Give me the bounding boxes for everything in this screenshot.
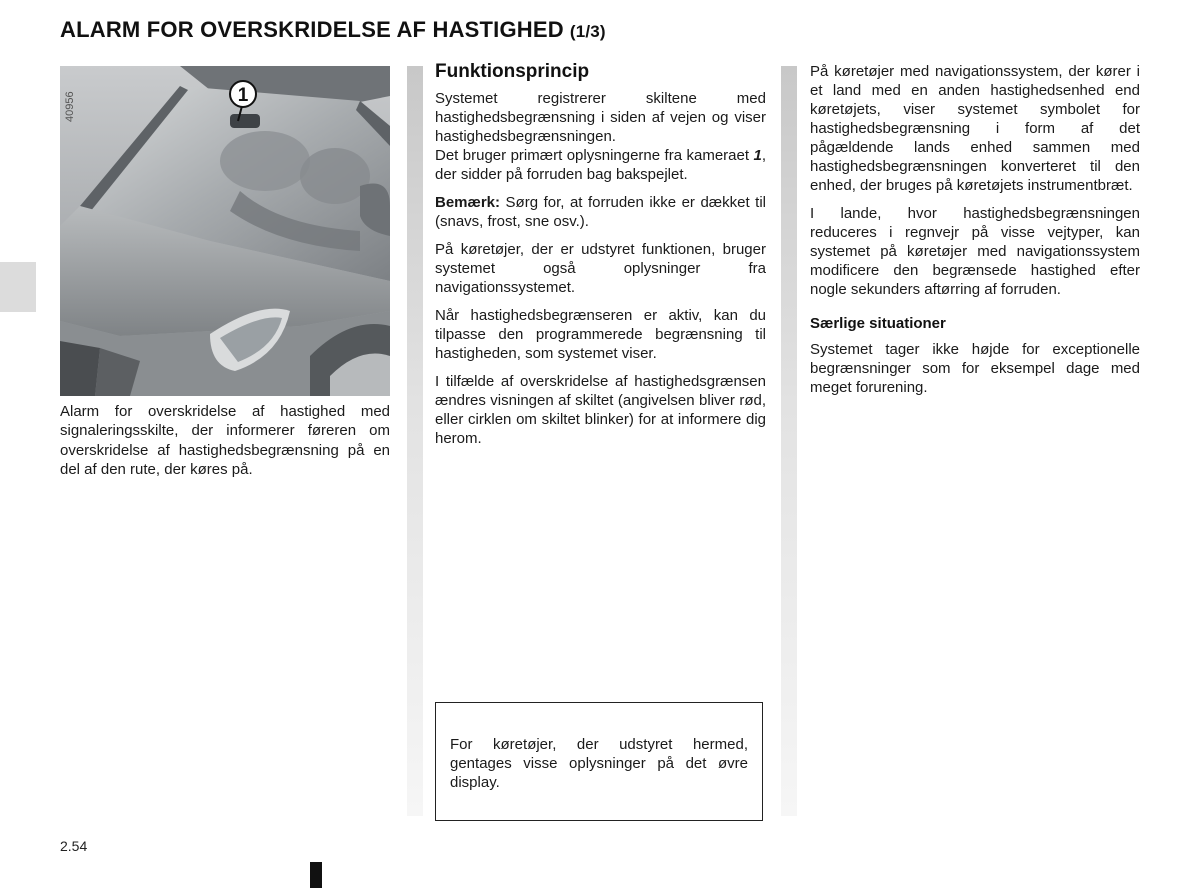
paragraph: I lande, hvor hastighedsbegrænsningen reduceres i regnvejr på visse vejtyper, kan systemet på køretøjer med navigationssystem modificere den begrænsede hastighed efter nogle sekunders aftørring af forruden. bbox=[810, 205, 1140, 298]
subheading: Særlige situationer bbox=[810, 315, 946, 332]
page-marker bbox=[310, 862, 322, 888]
chapter-tab bbox=[0, 262, 36, 312]
note-label: Bemærk: bbox=[435, 194, 501, 211]
figure-code: 40956 bbox=[64, 91, 76, 122]
column-middle bbox=[435, 61, 766, 457]
paragraph: På køretøjer, der er udstyret funktionen, bruger systemet også oplysninger fra navigationssystemet. bbox=[435, 241, 766, 296]
callout-number: 1 bbox=[237, 85, 249, 106]
paragraph bbox=[435, 89, 766, 184]
page-title bbox=[60, 17, 606, 43]
note-paragraph bbox=[435, 193, 766, 231]
paragraph-text: Systemet registrerer skiltene med hastighedsbegrænsning i siden af vejen og viser hastighedsbegrænsningen. bbox=[435, 90, 766, 145]
camera-reference: 1 bbox=[753, 147, 762, 164]
info-box bbox=[435, 702, 763, 821]
car-drawing bbox=[60, 66, 390, 396]
paragraph: Når hastighedsbegrænseren er aktiv, kan du tilpasse den programmerede begrænsning til hastigheden, som systemet viser. bbox=[435, 307, 766, 362]
car-illustration bbox=[60, 66, 390, 396]
column-divider-left bbox=[407, 66, 423, 816]
page-title-text: ALARM FOR OVERSKRIDELSE AF HASTIGHED bbox=[60, 17, 564, 42]
page-title-part: (1/3) bbox=[569, 22, 606, 41]
column-divider-right bbox=[781, 66, 797, 816]
column-right bbox=[810, 62, 1140, 406]
paragraph: I tilfælde af overskridelse af hastighedsgrænsen ændres visningen af skiltet (angivelsen bliver rød, eller cirklen om skiltet blinker) for at informere dig herom. bbox=[435, 373, 766, 447]
figure-caption: Alarm for overskridelse af hastighed med signaleringsskilte, der informerer føreren om overskridelse af hastighedsbegrænsning på en del af den rute, der køres på. bbox=[60, 403, 390, 478]
paragraph: På køretøjer med navigationssystem, der kører i et land med en anden hastighedsenhed end køretøjets, viser systemet symbolet for hastighedsbegrænsning i form af det pågældende lands enhed sammen med hastighedsbegrænsningen konverteret til den enhed, der bruges på køretøjets instrumentbræt. bbox=[810, 63, 1140, 194]
paragraph-text-camera-before: Det bruger primært oplysningerne fra kameraet bbox=[435, 147, 754, 164]
section-heading: Funktionsprincip bbox=[435, 61, 590, 82]
paragraph-text-camera-after: , der sidder på forruden bag bakspejlet. bbox=[435, 147, 766, 183]
paragraph: Systemet tager ikke højde for exceptionelle begrænsninger som for eksempel dage med meget forurening. bbox=[810, 341, 1140, 396]
info-box-text: For køretøjer, der udstyret hermed, gentages visse oplysninger på det øvre display. bbox=[450, 736, 748, 791]
note-text: Sørg for, at forruden ikke er dækket til (snavs, frost, sne osv.). bbox=[435, 194, 766, 230]
page-number: 2.54 bbox=[60, 838, 88, 854]
